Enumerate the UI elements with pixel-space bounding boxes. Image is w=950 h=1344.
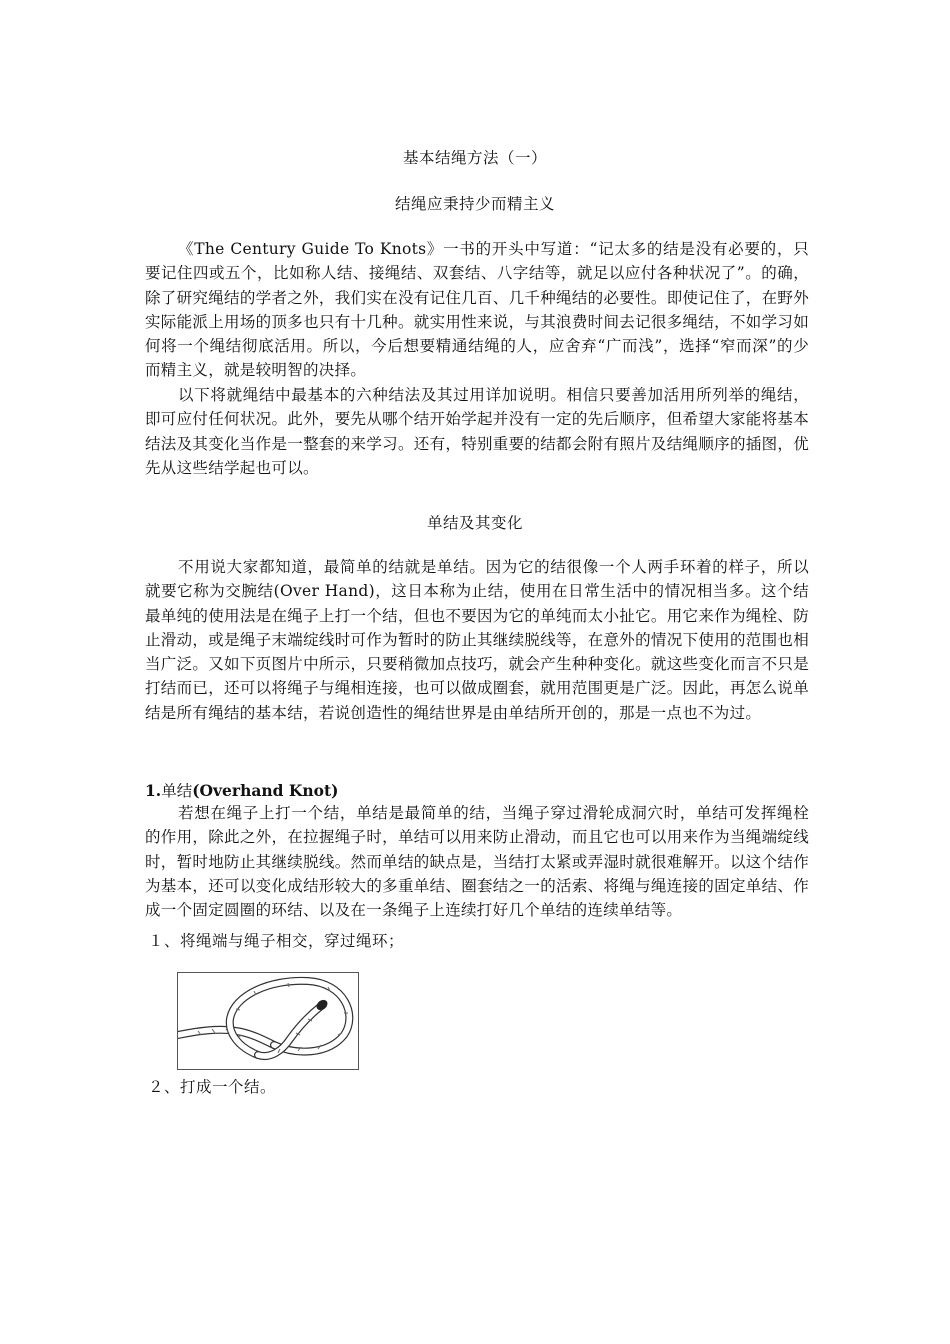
document-subtitle: 结绳应秉持少而精主义: [394, 195, 555, 213]
section-title: 单结及其变化: [426, 514, 523, 532]
knot-heading: [145, 779, 809, 801]
rope-knot-drawing: [178, 973, 358, 1069]
intro-paragraph-2: 以下将就绳结中最基本的六种结法及其过用详加说明。相信只要善加活用所列举的绳结，即可应付任何状况。此外，要先从哪个结开始学起并没有一定的先后顺序，但希望大家能将基本结法及其变化当作是一整套的来学习。还有，特别重要的结都会附有照片及结绳顺序的插图，优先从这些结学起也可以。: [145, 386, 809, 477]
step-1-text: １、将绳端与绳子相交，穿过绳环；: [148, 932, 405, 950]
knot-heading-number: 1.: [145, 781, 162, 800]
intro-paragraph-1: 《The Century Guide To Knots》一书的开头中写道：“记太多的结是没有必要的，只要记住四或五个，比如称人结、接绳结、双套结、八字结等，就足以应付各种状况了”。的确，除了研究绳结的学者之外，我们实在没有记住几百、几千种绳结的必要性。即使记住了，在野外实际能派上用场的顶多也只有十几种。就实用性来说，与其浪费时间去记很多绳结，不如学习如何将一个绳结彻底活用。所以，今后想要精通结绳的人，应舍弃“广而浅”，选择“窄而深”的少而精主义，就是较明智的决择。: [145, 240, 809, 380]
overhand-knot-illustration: [177, 972, 359, 1070]
section-paragraph: 不用说大家都知道，最简单的结就是单结。因为它的结很像一个人两手环着的样子，所以就要它称为交腕结(Over Hand)，这日本称为止结，使用在日常生活中的情况相当多。这个结最单纯的使用法是在绳子上打一个结，但也不要因为它的单纯而太小扯它。用它来作为绳栓、防止滑动，或是绳子末端绽线时可作为暂时的防止其继续脱线等，在意外的情况下使用的范围也相当广泛。又如下页图片中所示，只要稍微加点技巧，就会产生种种变化。就这些变化而言不只是打结而已，还可以将绳子与绳相连接，也可以做成圈套，就用范围更是广泛。因此，再怎么说单结是所有绳结的基本结，若说创造性的绳结世界是由单结所开创的，那是一点也不为过。: [145, 558, 809, 722]
knot-heading-chinese: 单结: [161, 782, 193, 800]
document-title: 基本结绳方法（一）: [402, 149, 547, 167]
knot-paragraph: 若想在绳子上打一个结，单结是最简单的结，当绳子穿过滑轮成洞穴时，单结可发挥绳栓的作用，除此之外，在拉握绳子时，单结可以用来防止滑动，而且它也可以用来作为当绳端绽线时，暂时地防止其继续脱线。然而单结的缺点是，当结打太紧或弄湿时就很难解开。以这个结作为基本，还可以变化成结形较大的多重单结、圈套结之一的活索、将绳与绳连接的固定单结、作成一个固定圆圈的环结、以及在一条绳子上连续打好几个单结的连续单结等。: [145, 804, 809, 920]
step-2-text: ２、打成一个结。: [148, 1078, 277, 1096]
knot-heading-english: (Overhand Knot): [192, 781, 339, 800]
